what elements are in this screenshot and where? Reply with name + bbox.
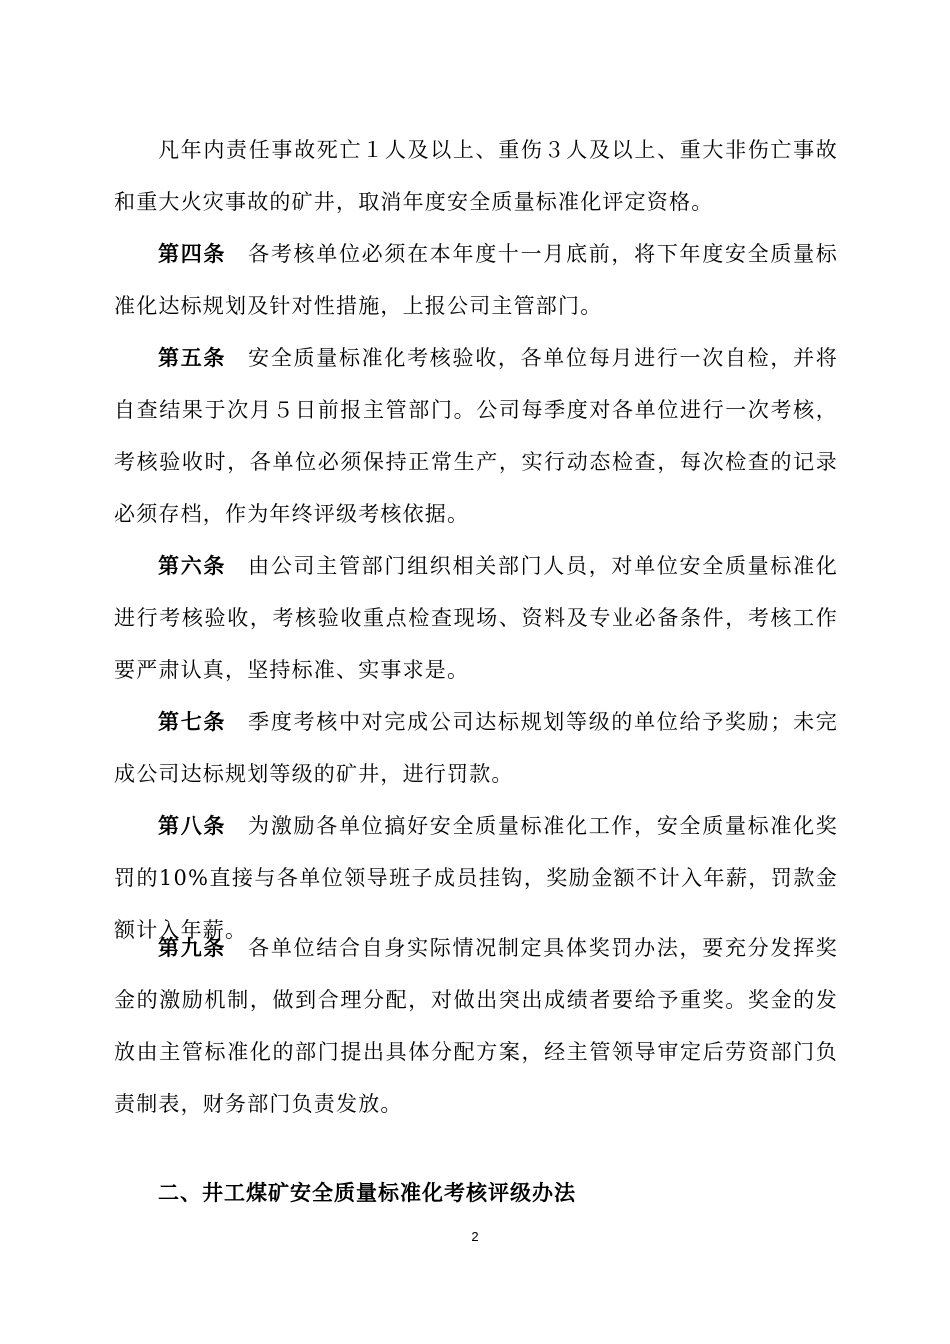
article-text: 为激励各单位搞好安全质量标准化工作，安全质量标准化奖罚的10%直接与各单位领导班子成员挂钩，奖励金额不计入年薪，罚款金额计入年薪。 <box>114 814 838 942</box>
article-label: 第五条 <box>158 346 227 370</box>
article-9 <box>114 922 838 1130</box>
article-5 <box>114 332 838 540</box>
article-6 <box>114 540 838 696</box>
article-7 <box>114 696 838 800</box>
paragraph-disqualification <box>114 124 838 228</box>
page-number: 2 <box>471 1229 479 1244</box>
article-label: 第九条 <box>158 936 227 960</box>
paragraph-text: 凡年内责任事故死亡１人及以上、重伤３人及以上、重大非伤亡事故和重大火灾事故的矿井，取消年度安全质量标准化评定资格。 <box>114 138 838 214</box>
article-text: 由公司主管部门组织相关部门人员，对单位安全质量标准化进行考核验收，考核验收重点检查现场、资料及专业必备条件，考核工作要严肃认真，坚持标准、实事求是。 <box>114 554 838 682</box>
article-label: 第六条 <box>158 554 227 578</box>
article-label: 第七条 <box>158 710 227 734</box>
section-heading: 二、井工煤矿安全质量标准化考核评级办法 <box>158 1181 576 1205</box>
article-label: 第四条 <box>158 242 227 266</box>
article-text: 安全质量标准化考核验收，各单位每月进行一次自检，并将自查结果于次月５日前报主管部门。公司每季度对各单位进行一次考核，考核验收时，各单位必须保持正常生产，实行动态检查，每次检查的记录必须存档，作为年终评级考核依据。 <box>114 346 838 526</box>
article-text: 季度考核中对完成公司达标规划等级的单位给予奖励；未完成公司达标规划等级的矿井，进行罚款。 <box>114 710 838 786</box>
article-label: 第八条 <box>158 814 227 838</box>
article-text: 各单位结合自身实际情况制定具体奖罚办法，要充分发挥奖金的激励机制，做到合理分配，对做出突出成绩者要给予重奖。奖金的发放由主管标准化的部门提出具体分配方案，经主管领导审定后劳资部门负责制表，财务部门负责发放。 <box>114 936 838 1116</box>
article-text: 各考核单位必须在本年度十一月底前，将下年度安全质量标准化达标规划及针对性措施，上报公司主管部门。 <box>114 242 838 318</box>
article-4 <box>114 228 838 332</box>
